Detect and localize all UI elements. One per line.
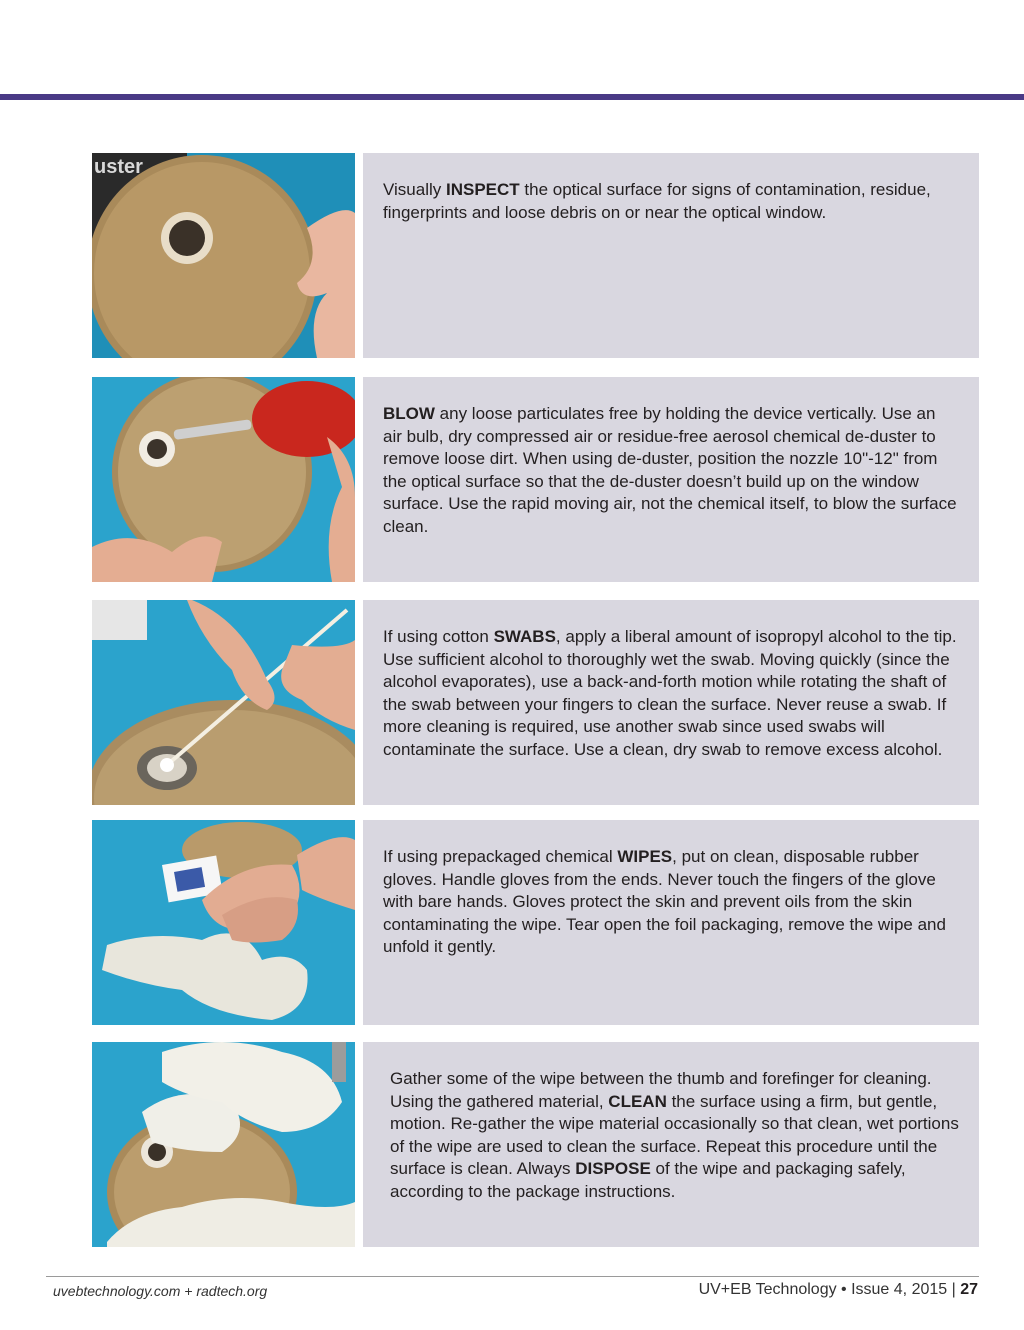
step-text-run: any loose particulates free by holding the device vertically. Use an air bulb, dry compressed air or residue-free aerosol chemical de-duster to remove loose dirt. When using de-duster, position the nozzle 10"-12" from the optical surface so that the de-duster doesn’t build up on the window surface. Use the rapid moving air, not the chemical itself, to blow the surface clean. xyxy=(383,404,957,536)
keyword: BLOW xyxy=(383,404,435,423)
clean-photo xyxy=(92,1042,355,1247)
blow-text-panel xyxy=(363,377,979,582)
step-text-run: Gather some of the wipe between the thumb and forefinger for cleaning. Using the gathered material, xyxy=(390,1069,932,1111)
keyword: INSPECT xyxy=(446,180,520,199)
step-text xyxy=(383,403,959,538)
page-number: 27 xyxy=(960,1281,978,1298)
inspect-photo xyxy=(92,153,355,358)
footer-rule xyxy=(46,1276,979,1277)
step-text xyxy=(390,1068,959,1203)
keyword: SWABS xyxy=(493,627,556,646)
blow-illustration xyxy=(92,377,355,582)
step-text xyxy=(383,626,959,761)
swabs-photo xyxy=(92,600,355,805)
footer-publication xyxy=(699,1281,978,1299)
wipes-photo xyxy=(92,820,355,1025)
step-inspect xyxy=(92,153,979,358)
wipes-text-panel xyxy=(363,820,979,1025)
step-blow xyxy=(92,377,979,582)
blow-photo xyxy=(92,377,355,582)
step-text-run: Visually xyxy=(383,180,446,199)
step-text-run: , put on clean, disposable rubber gloves. Handle gloves from the ends. Never touch the fingers of the glove with bare hands. Gloves protect the skin and prevent oils from the skin contaminating the wipe. Tear open the foil packaging, remove the wipe and unfold it gently. xyxy=(383,847,946,956)
step-text-run: the surface using a firm, but gentle, motion. Re-gather the wipe material occasionally so that clean, wet portions of the wipe are used to clean the surface. Repeat this procedure until the surface is clean. Always xyxy=(390,1091,959,1178)
step-text-run: of the wipe and packaging safely, according to the package instructions. xyxy=(390,1159,906,1201)
step-text xyxy=(383,846,959,959)
swabs-illustration xyxy=(92,600,355,805)
swabs-text-panel xyxy=(363,600,979,805)
step-text-run: If using prepackaged chemical xyxy=(383,847,618,866)
keyword: DISPOSE xyxy=(575,1159,651,1178)
keyword: WIPES xyxy=(617,847,673,866)
step-text xyxy=(383,179,959,224)
wipes-illustration xyxy=(92,820,355,1025)
step-text-run: , apply a liberal amount of isopropyl alcohol to the tip. Use sufficient alcohol to thoroughly wet the swab. Moving quickly (since the alcohol evaporates), use a back-and-forth motion while rotating the shaft of the swab between your fingers to clean the surface. Never reuse a swab. If more cleaning is required, use another swab since used swabs will contaminate the surface. Use a clean, dry swab to remove excess alcohol. xyxy=(383,627,957,759)
step-wipes xyxy=(92,820,979,1025)
inspect-text-panel xyxy=(363,153,979,358)
header-rule xyxy=(0,94,1024,100)
step-clean xyxy=(92,1042,979,1247)
step-text-run: If using cotton xyxy=(383,627,494,646)
footer-websites: uvebtechnology.com + radtech.org xyxy=(53,1283,268,1299)
clean-illustration xyxy=(92,1042,355,1247)
step-swabs xyxy=(92,600,979,805)
footer-issue: UV+EB Technology • Issue 4, 2015 | xyxy=(698,1281,961,1298)
inspect-illustration xyxy=(92,153,355,358)
device-label: uster xyxy=(94,156,143,178)
step-text-run: the optical surface for signs of contamination, residue, fingerprints and loose debris on or near the optical window. xyxy=(383,180,931,222)
keyword: CLEAN xyxy=(608,1091,667,1111)
clean-text-panel xyxy=(363,1042,979,1247)
